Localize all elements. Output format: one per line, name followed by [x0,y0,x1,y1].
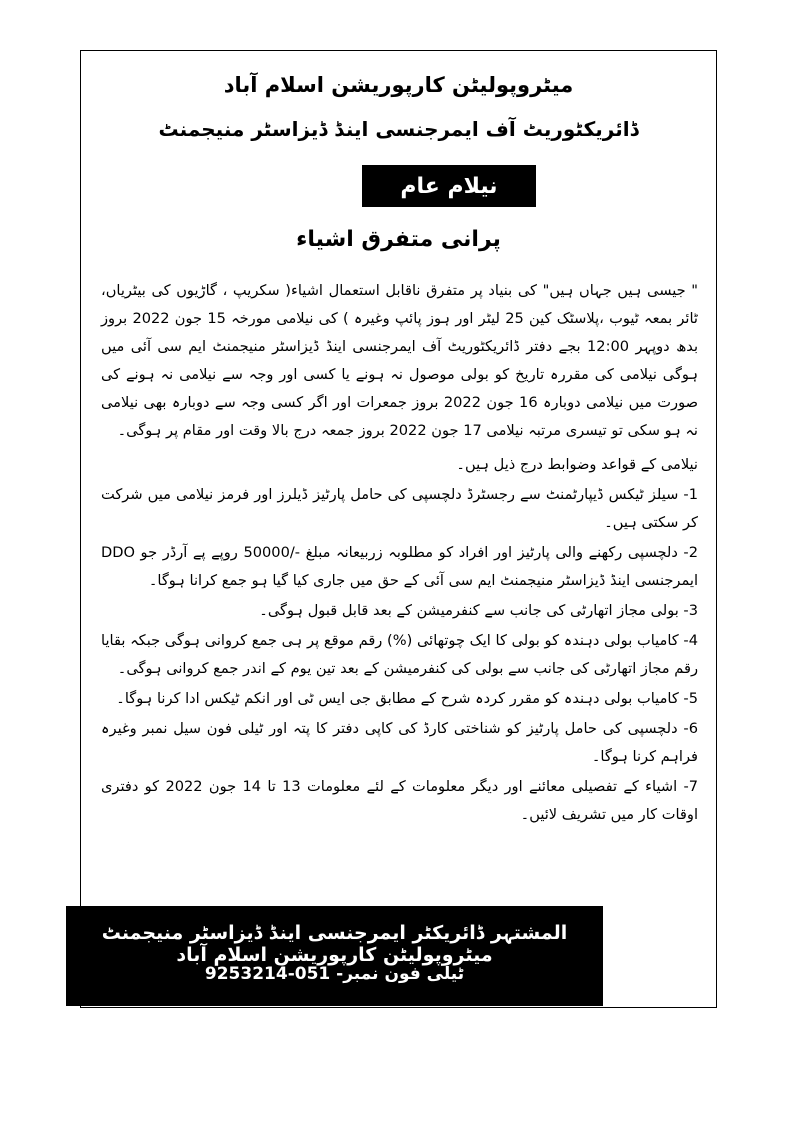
phone-line: ٹیلی فون نمبر- 051-9253214 [204,964,465,984]
rule-item: 5- کامیاب بولی دہندہ کو مقرر کردہ شرح کے مطابق جی ایس ٹی اور انکم ٹیکس ادا کرنا ہوگا۔ [116,690,698,707]
notice-frame [80,50,717,1008]
advertiser-line: المشتہر ڈائریکٹر ایمرجنسی اینڈ ڈیزاسٹر منیجمنٹ میٹروپولیٹن کارپوریشن اسلام آباد [101,922,568,966]
advertiser-footer [66,906,603,1006]
rule-item: 4- کامیاب بولی دہندہ کو بولی کا ایک چوتھائی (%) رقم موقع پر ہی جمع کروانی ہوگی جبکہ بقایا رقم مجاز اتھارٹی کی جانب سے بولی کی کنفرمیشن کے بعد تین یوم کے اندر جمع کروانی ہوگی۔ [101,632,698,677]
organization-title: میٹروپولیٹن کارپوریشن اسلام آباد [223,73,574,97]
rules-title: نیلامی کے قواعد وضوابط درج ذیل ہیں۔ [456,456,698,473]
notice-subtitle: پرانی متفرق اشیاء [296,227,501,252]
rule-item: 1- سیلز ٹیکس ڈیپارٹمنٹ سے رجسٹرڈ دلچسپی کی حامل پارٹیز ڈیلرز اور فرمز نیلامی میں شرکت کر سکتی ہیں۔ [101,486,698,531]
directorate-title: ڈائریکٹوریٹ آف ایمرجنسی اینڈ ڈیزاسٹر منیجمنٹ [158,117,639,141]
auction-banner: نیلام عام [362,165,536,207]
rule-item: 3- بولی مجاز اتھارٹی کی جانب سے کنفرمیشن کے بعد قابل قبول ہوگی۔ [259,602,698,619]
intro-paragraph: " جیسی ہیں جہاں ہیں" کی بنیاد پر متفرق ناقابل استعمال اشیاء( سکریپ ، گاڑیوں کی بیٹریاں، ٹائر بمعہ ٹیوب ،پلاسٹک کین 25 لیٹر اور ہوز پائپ وغیرہ ) کی نیلامی مورخہ 15 جون 2022 بروز بدھ دوپہر 12:00 بجے دفتر ڈائریکٹوریٹ آف ایمرجنسی اینڈ ڈیزاسٹر منیجمنٹ ایم سی آئی میں ہوگی نیلامی کی مقررہ تاریخ کو بولی موصول نہ ہونے یا کسی اور وجہ سے نیلامی نہ ہونے کی صورت میں نیلامی دوبارہ 16 جون 2022 بروز جمعرات اور اگر کسی وجہ سے دوبارہ بھی نیلامی نہ ہو سکی تو تیسری مرتبہ نیلامی 17 جون 2022 بروز جمعہ درج بالا وقت اور مقام پر ہوگی۔ [101,282,698,439]
notice-body [101,277,698,829]
rule-item: 2- دلچسپی رکھنے والی پارٹیز اور افراد کو مطلوبہ زربیعانہ مبلغ -/50000 روپے پے آرڈر جو DDO ایمرجنسی اینڈ ڈیزاسٹر منیجمنٹ ایم سی آئی کے حق میں جاری کیا گیا ہو جمع کرانا ہوگا۔ [101,544,698,589]
rule-item: 6- دلچسپی کی حامل پارٹیز کو شناختی کارڈ کی کاپی دفتر کا پتہ اور ٹیلی فون سیل نمبر وغیرہ فراہم کرنا ہوگا۔ [101,720,698,765]
rule-item: 7- اشیاء کے تفصیلی معائنے اور دیگر معلومات کے لئے معلومات 13 تا 14 جون 2022 کو دفتری اوقات کار میں تشریف لائیں۔ [101,778,699,823]
